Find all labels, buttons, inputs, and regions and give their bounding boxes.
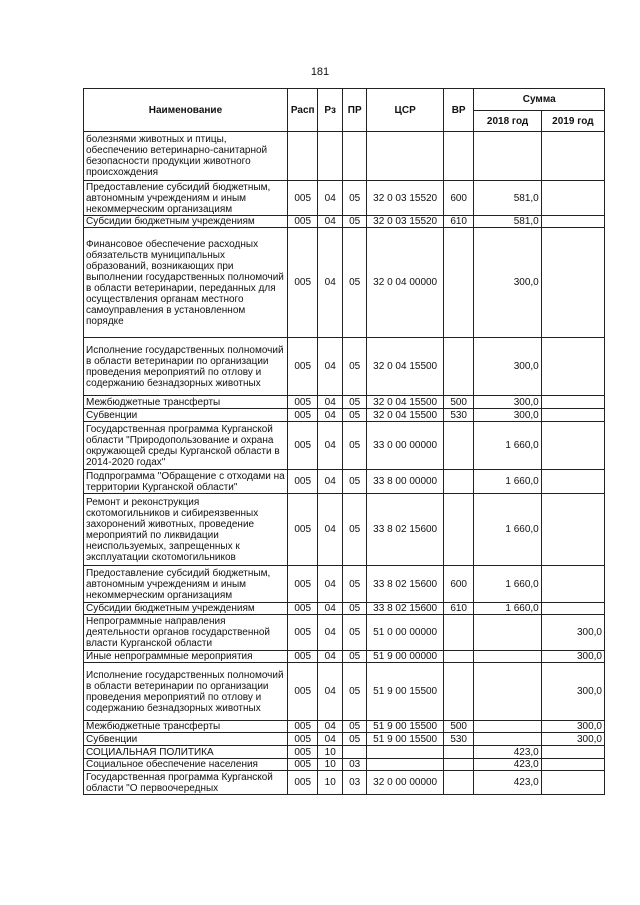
table-row [84,228,605,338]
row-rz: 04 [318,396,342,409]
row-rz: 04 [318,470,342,494]
table-row [84,396,605,409]
row-rasp: 005 [287,396,318,409]
row-rz: 04 [318,181,342,216]
row-csr [367,132,443,181]
row-rasp: 005 [287,651,318,663]
row-y2019 [541,746,604,759]
row-rasp: 005 [287,216,318,228]
row-rasp: 005 [287,603,318,615]
row-y2018 [474,663,541,721]
row-vr [443,338,474,396]
row-rasp: 005 [287,494,318,566]
header-vr: ВР [443,89,474,132]
row-csr: 51 9 00 15500 [367,663,443,721]
page-number: 181 [310,66,330,78]
row-rz: 10 [318,746,342,759]
row-vr: 600 [443,566,474,603]
row-pr: 05 [342,396,366,409]
row-name: Межбюджетные трансферты [84,721,288,733]
row-y2018 [474,721,541,733]
header-year-2018: 2018 год [474,111,541,132]
row-vr: 610 [443,603,474,615]
table-row [84,721,605,733]
row-y2018: 423,0 [474,771,541,795]
row-rz: 04 [318,615,342,651]
header-rasp: Расп [287,89,318,132]
table-row [84,771,605,795]
row-name: Государственная программа Курганской области "О первоочередных [84,771,288,795]
row-csr: 32 0 03 15520 [367,181,443,216]
table-row [84,759,605,771]
row-y2018: 581,0 [474,181,541,216]
row-pr [342,746,366,759]
row-y2018 [474,651,541,663]
row-csr: 32 0 00 00000 [367,771,443,795]
row-vr [443,746,474,759]
row-csr: 51 9 00 15500 [367,721,443,733]
row-y2019 [541,494,604,566]
table-row [84,663,605,721]
row-vr [443,494,474,566]
row-rz: 04 [318,663,342,721]
table-row [84,494,605,566]
row-y2019: 300,0 [541,733,604,746]
row-rasp: 005 [287,771,318,795]
row-y2018: 1 660,0 [474,470,541,494]
row-name: Иные непрограммные мероприятия [84,651,288,663]
row-name: Субсидии бюджетным учреждениям [84,216,288,228]
row-csr: 32 0 04 15500 [367,409,443,422]
row-y2018 [474,733,541,746]
row-vr [443,663,474,721]
header-pr: ПР [342,89,366,132]
row-name: Предоставление субсидий бюджетным, автономным учреждениям и иным некоммерческим организациям [84,566,288,603]
row-csr: 32 0 04 15500 [367,338,443,396]
row-name: болезнями животных и птицы, обеспечению ветеринарно-санитарной безопасности продукции животного происхождения [84,132,288,181]
row-pr: 05 [342,409,366,422]
table-row [84,566,605,603]
row-pr: 05 [342,181,366,216]
row-rz [318,132,342,181]
row-rasp: 005 [287,746,318,759]
row-vr [443,771,474,795]
table-row [84,615,605,651]
row-y2018: 300,0 [474,409,541,422]
row-pr: 03 [342,771,366,795]
header-csr: ЦСР [367,89,443,132]
row-csr [367,759,443,771]
row-y2019 [541,409,604,422]
row-y2019: 300,0 [541,721,604,733]
row-y2019 [541,181,604,216]
row-vr [443,228,474,338]
row-pr: 05 [342,216,366,228]
row-y2019 [541,759,604,771]
row-rasp: 005 [287,663,318,721]
row-y2018: 1 660,0 [474,566,541,603]
row-name: Исполнение государственных полномочий в области ветеринарии по организации проведения мероприятий по отлову и содержанию безнадзорных животных [84,338,288,396]
header-sum: Сумма [474,89,605,111]
row-csr [367,746,443,759]
row-name: СОЦИАЛЬНАЯ ПОЛИТИКА [84,746,288,759]
row-pr: 05 [342,721,366,733]
row-rasp: 005 [287,615,318,651]
row-csr: 32 0 04 00000 [367,228,443,338]
row-pr: 05 [342,422,366,470]
row-pr: 05 [342,615,366,651]
row-y2018: 581,0 [474,216,541,228]
row-pr: 05 [342,663,366,721]
header-year-2019: 2019 год [541,111,604,132]
row-csr: 32 0 04 15500 [367,396,443,409]
row-name: Межбюджетные трансферты [84,396,288,409]
row-y2018: 300,0 [474,396,541,409]
row-y2018: 423,0 [474,759,541,771]
table-row [84,181,605,216]
row-rasp: 005 [287,338,318,396]
row-y2019 [541,338,604,396]
row-name: Субсидии бюджетным учреждениям [84,603,288,615]
row-y2019 [541,132,604,181]
row-name: Непрограммные направления деятельности органов государственной власти Курганской области [84,615,288,651]
row-vr [443,132,474,181]
row-vr [443,422,474,470]
row-rasp [287,132,318,181]
row-y2019 [541,216,604,228]
row-csr: 33 8 02 15600 [367,566,443,603]
row-y2018: 300,0 [474,338,541,396]
row-rz: 10 [318,771,342,795]
row-rasp: 005 [287,721,318,733]
row-rz: 04 [318,409,342,422]
row-csr: 33 8 02 15600 [367,603,443,615]
row-rz: 04 [318,494,342,566]
table-row [84,733,605,746]
row-vr [443,470,474,494]
row-vr: 530 [443,409,474,422]
row-y2018: 1 660,0 [474,494,541,566]
row-y2019 [541,422,604,470]
row-vr: 500 [443,721,474,733]
row-rasp: 005 [287,422,318,470]
row-csr: 33 0 00 00000 [367,422,443,470]
row-csr: 51 9 00 00000 [367,651,443,663]
row-pr: 05 [342,603,366,615]
row-y2019: 300,0 [541,651,604,663]
row-rasp: 005 [287,181,318,216]
row-pr: 05 [342,470,366,494]
row-y2018 [474,615,541,651]
row-rz: 04 [318,566,342,603]
row-rasp: 005 [287,759,318,771]
header-rz: Рз [318,89,342,132]
row-name: Предоставление субсидий бюджетным, автономным учреждениям и иным некоммерческим организациям [84,181,288,216]
row-vr [443,651,474,663]
row-name: Субвенции [84,409,288,422]
table-row [84,216,605,228]
table-row [84,470,605,494]
row-y2019 [541,470,604,494]
row-vr: 610 [443,216,474,228]
row-y2019: 300,0 [541,663,604,721]
row-pr: 03 [342,759,366,771]
row-rz: 04 [318,721,342,733]
row-y2019 [541,566,604,603]
row-name: Подпрограмма "Обращение с отходами на территории Курганской области" [84,470,288,494]
budget-table [83,88,605,795]
row-pr: 05 [342,338,366,396]
row-rz: 10 [318,759,342,771]
row-csr: 51 9 00 15500 [367,733,443,746]
row-rz: 04 [318,651,342,663]
row-csr: 33 8 02 15600 [367,494,443,566]
row-pr: 05 [342,228,366,338]
row-y2019 [541,228,604,338]
row-rz: 04 [318,603,342,615]
row-rasp: 005 [287,733,318,746]
row-vr [443,759,474,771]
row-vr: 600 [443,181,474,216]
row-name: Финансовое обеспечение расходных обязательств муниципальных образований, возникающих при выполнении государственных полномочий в области ветеринарии, переданных для осуществления органам местного самоуправления в установленном порядке [84,228,288,338]
table-row [84,603,605,615]
row-rz: 04 [318,338,342,396]
row-pr: 05 [342,494,366,566]
row-rasp: 005 [287,566,318,603]
table-row [84,409,605,422]
row-rasp: 005 [287,228,318,338]
row-name: Исполнение государственных полномочий в области ветеринарии по организации проведения мероприятий по отлову и содержанию безнадзорных животных [84,663,288,721]
row-name: Государственная программа Курганской области "Природопользование и охрана окружающей среды Курганской области в 2014-2020 годах" [84,422,288,470]
table-row [84,132,605,181]
row-csr: 33 8 00 00000 [367,470,443,494]
row-name: Социальное обеспечение населения [84,759,288,771]
row-pr: 05 [342,566,366,603]
row-rz: 04 [318,228,342,338]
table-row [84,422,605,470]
row-name: Субвенции [84,733,288,746]
row-vr: 500 [443,396,474,409]
row-y2018: 423,0 [474,746,541,759]
row-csr: 51 0 00 00000 [367,615,443,651]
row-y2019 [541,771,604,795]
row-rasp: 005 [287,470,318,494]
row-vr [443,615,474,651]
row-csr: 32 0 03 15520 [367,216,443,228]
row-y2019: 300,0 [541,615,604,651]
row-pr: 05 [342,733,366,746]
row-name: Ремонт и реконструкция скотомогильников и сибиреязвенных захоронений животных, проведение мероприятий по ликвидации неиспользуемых, запрещенных к эксплуатации скотомогильников [84,494,288,566]
header-name: Наименование [84,89,288,132]
row-pr [342,132,366,181]
row-rasp: 005 [287,409,318,422]
table-row [84,651,605,663]
table-body [84,132,605,795]
table-row [84,338,605,396]
row-y2018: 1 660,0 [474,422,541,470]
row-pr: 05 [342,651,366,663]
row-vr: 530 [443,733,474,746]
row-y2018: 1 660,0 [474,603,541,615]
row-rz: 04 [318,216,342,228]
row-y2019 [541,603,604,615]
row-y2018: 300,0 [474,228,541,338]
row-rz: 04 [318,733,342,746]
row-rz: 04 [318,422,342,470]
row-y2019 [541,396,604,409]
row-y2018 [474,132,541,181]
table-row [84,746,605,759]
